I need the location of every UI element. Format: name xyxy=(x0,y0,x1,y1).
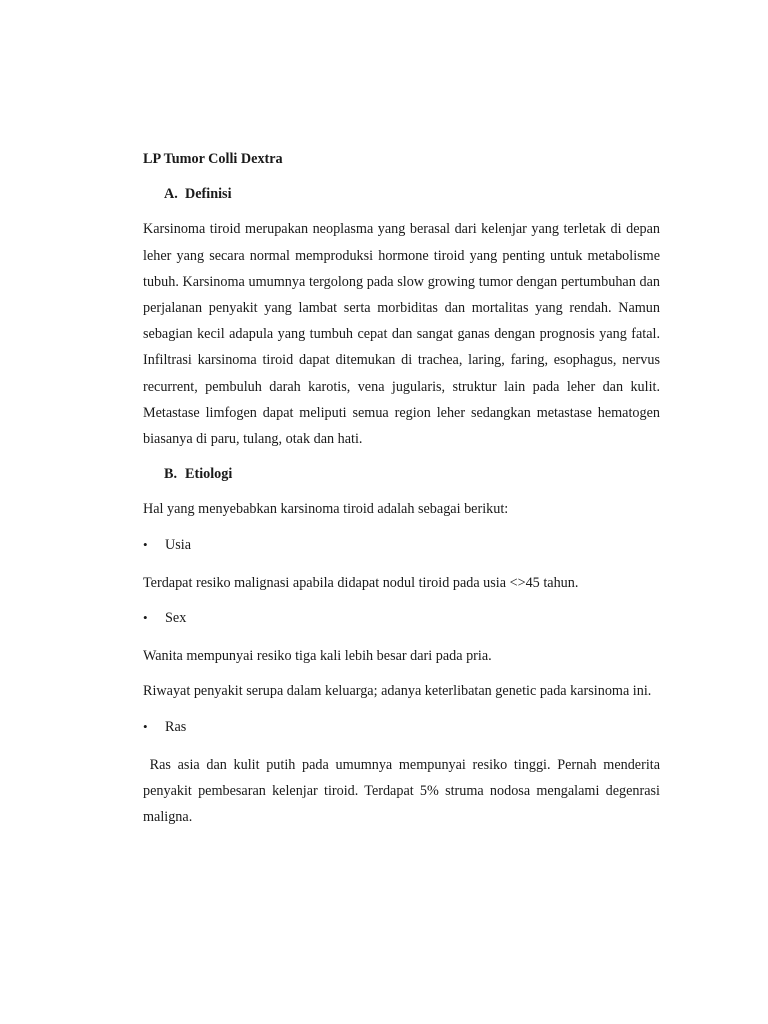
bullet-icon: • xyxy=(143,610,148,626)
bullet-label: Sex xyxy=(165,610,187,627)
section-label: Etiologi xyxy=(185,466,233,483)
bullet-icon: • xyxy=(143,536,148,552)
bullet-item-usia xyxy=(143,532,660,558)
bullet-label: Usia xyxy=(165,536,192,553)
usia-paragraph: Terdapat resiko malignasi apabila didapat nodul tiroid pada usia <>45 tahun. xyxy=(143,574,579,591)
document-title: LP Tumor Colli Dextra xyxy=(143,151,283,167)
sex-paragraph: Wanita mempunyai resiko tiga kali lebih besar dari pada pria. xyxy=(143,648,492,665)
section-number: A. xyxy=(164,186,178,203)
section-label: Definisi xyxy=(185,186,232,203)
bullet-label: Ras xyxy=(165,718,187,735)
etiologi-intro-paragraph: Hal yang menyebabkan karsinoma tiroid adalah sebagai berikut: xyxy=(143,501,509,518)
section-heading-etiologi xyxy=(143,461,660,487)
riwayat-paragraph: Riwayat penyakit serupa dalam keluarga; adanya keterlibatan genetic pada karsinoma ini. xyxy=(143,683,652,700)
section-number: B. xyxy=(164,466,178,483)
section-heading-definisi xyxy=(143,181,660,207)
document-body xyxy=(143,146,664,839)
bullet-item-sex xyxy=(143,605,660,631)
bullet-item-ras xyxy=(143,714,660,740)
ras-paragraph: Ras asia dan kulit putih pada umumnya mempunyai resiko tinggi. Pernah menderita penyakit pembesaran kelenjar tiroid. Terdapat 5% struma nodosa mengalami degenrasi maligna. xyxy=(143,756,664,826)
bullet-icon: • xyxy=(143,718,148,734)
definisi-paragraph: Karsinoma tiroid merupakan neoplasma yang berasal dari kelenjar yang terletak di depan leher yang secara normal memproduksi hormone tiroid yang penting untuk metabolisme tubuh. Karsinoma umumnya tergolong pada slow growing tumor dengan pertumbuhan dan perjalanan penyakit yang lambat serta morbiditas dan mortalitas yang rendah. Namun sebagian kecil adapula yang tumbuh cepat dan sangat ganas dengan prognosis yang fatal. Infiltrasi karsinoma tiroid dapat ditemukan di trachea, laring, faring, esophagus, nervus recurrent, pembuluh darah karotis, vena jugularis, struktur lain pada leher dan kulit. Metastase limfogen dapat meliputi semua region leher sedangkan metastase hematogen biasanya di paru, tulang, otak dan hati. xyxy=(143,221,660,448)
